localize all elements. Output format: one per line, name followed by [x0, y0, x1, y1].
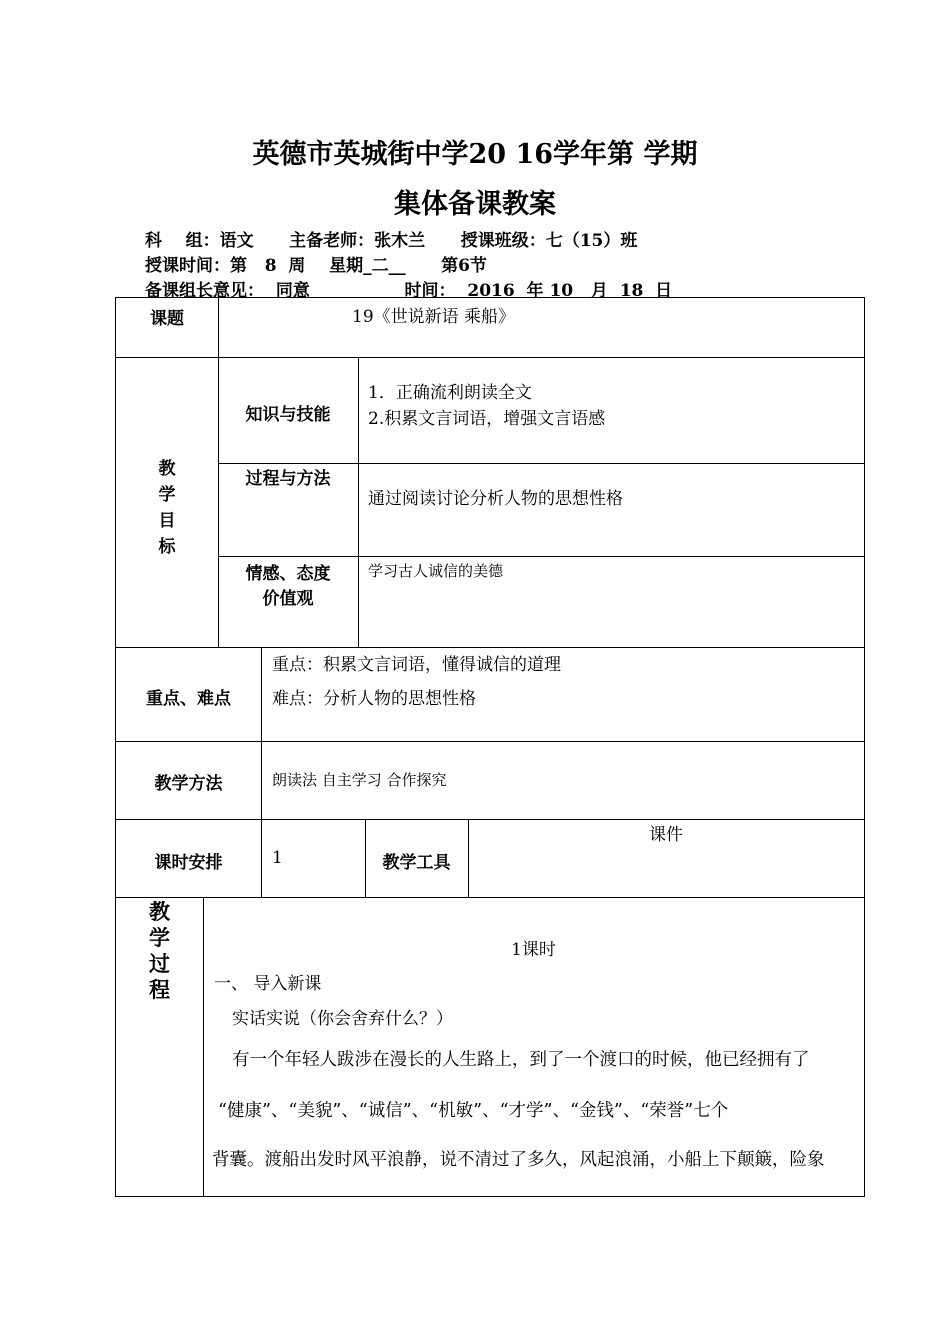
row-divider: [116, 357, 864, 358]
row-divider: [116, 897, 864, 898]
hours-label: 课时安排: [154, 853, 223, 873]
procedure-session: 1课时: [511, 940, 556, 960]
page-title-line2: 集体备课教案: [394, 189, 556, 220]
row-divider: [218, 556, 864, 557]
topic-value: 19《世说新语 乘船》: [352, 307, 516, 327]
lesson-plan-table: [115, 297, 865, 1197]
col-divider: [261, 647, 262, 897]
procedure-label-char: 教: [149, 899, 170, 924]
topic-label: 课题: [150, 309, 184, 329]
emotion-label-line1: 情感、态度: [245, 564, 331, 584]
emotion-value: 学习古人诚信的美德: [368, 562, 504, 580]
procedure-label: [116, 899, 203, 1003]
process-value: 通过阅读讨论分析人物的思想性格: [368, 489, 623, 509]
process-label: 过程与方法: [245, 469, 331, 489]
goals-label: [116, 456, 218, 560]
meta-lesson-time: 授课时间：第 8 周 星期_二__ 第6节: [145, 256, 487, 276]
procedure-label-char: 学: [149, 925, 170, 950]
tools-value: 课件: [649, 825, 683, 845]
procedure-paragraph-line3: 背囊。渡船出发时风平浪静，说不清过了多久，风起浪涌，小船上下颠簸，险象: [212, 1150, 825, 1170]
col-divider: [358, 357, 359, 647]
procedure-label-char: 程: [149, 977, 170, 1002]
knowledge-item-1: 1．正确流利朗读全文: [368, 383, 532, 403]
goals-label-char: 标: [158, 537, 176, 557]
key-point: 重点：积累文言词语，懂得诚信的道理: [272, 655, 561, 675]
procedure-prompt: 实话实说（你会舍弃什么？）: [232, 1009, 453, 1029]
row-divider: [116, 741, 864, 742]
knowledge-item-2: 2.积累文言词语，增强文言语感: [368, 409, 606, 429]
goals-label-char: 教: [158, 459, 176, 479]
tools-label: 教学工具: [382, 853, 451, 873]
goals-label-char: 目: [158, 511, 176, 531]
procedure-label-char: 过: [149, 951, 170, 976]
procedure-paragraph-line1: 有一个年轻人跋涉在漫长的人生路上，到了一个渡口的时候，他已经拥有了: [232, 1050, 810, 1070]
key-difficult-label: 重点、难点: [146, 689, 231, 709]
procedure-paragraph-line2: “健康”、“美貌”、“诚信”、“机敏”、“才学”、“金钱”、“荣誉”七个: [218, 1101, 729, 1121]
method-value: 朗读法 自主学习 合作探究: [272, 771, 447, 789]
meta-group-teacher-class: 科 组：语文 主备老师：张木兰 授课班级：七（15）班: [145, 231, 638, 251]
goals-label-char: 学: [158, 485, 176, 505]
hours-value: 1: [272, 848, 283, 868]
meta-leader-opinion: 备课组长意见： 同意 时间： 2016 年 10 月 18 日: [145, 281, 673, 301]
page-title-line1: 英德市英城街中学20 16学年第 学期: [252, 139, 698, 170]
row-divider: [116, 647, 864, 648]
emotion-label-line2: 价值观: [262, 589, 314, 609]
procedure-section-title: 一、 导入新课: [214, 974, 322, 994]
difficult-point: 难点：分析人物的思想性格: [272, 689, 476, 709]
knowledge-label: 知识与技能: [245, 405, 331, 425]
method-label: 教学方法: [154, 774, 223, 794]
